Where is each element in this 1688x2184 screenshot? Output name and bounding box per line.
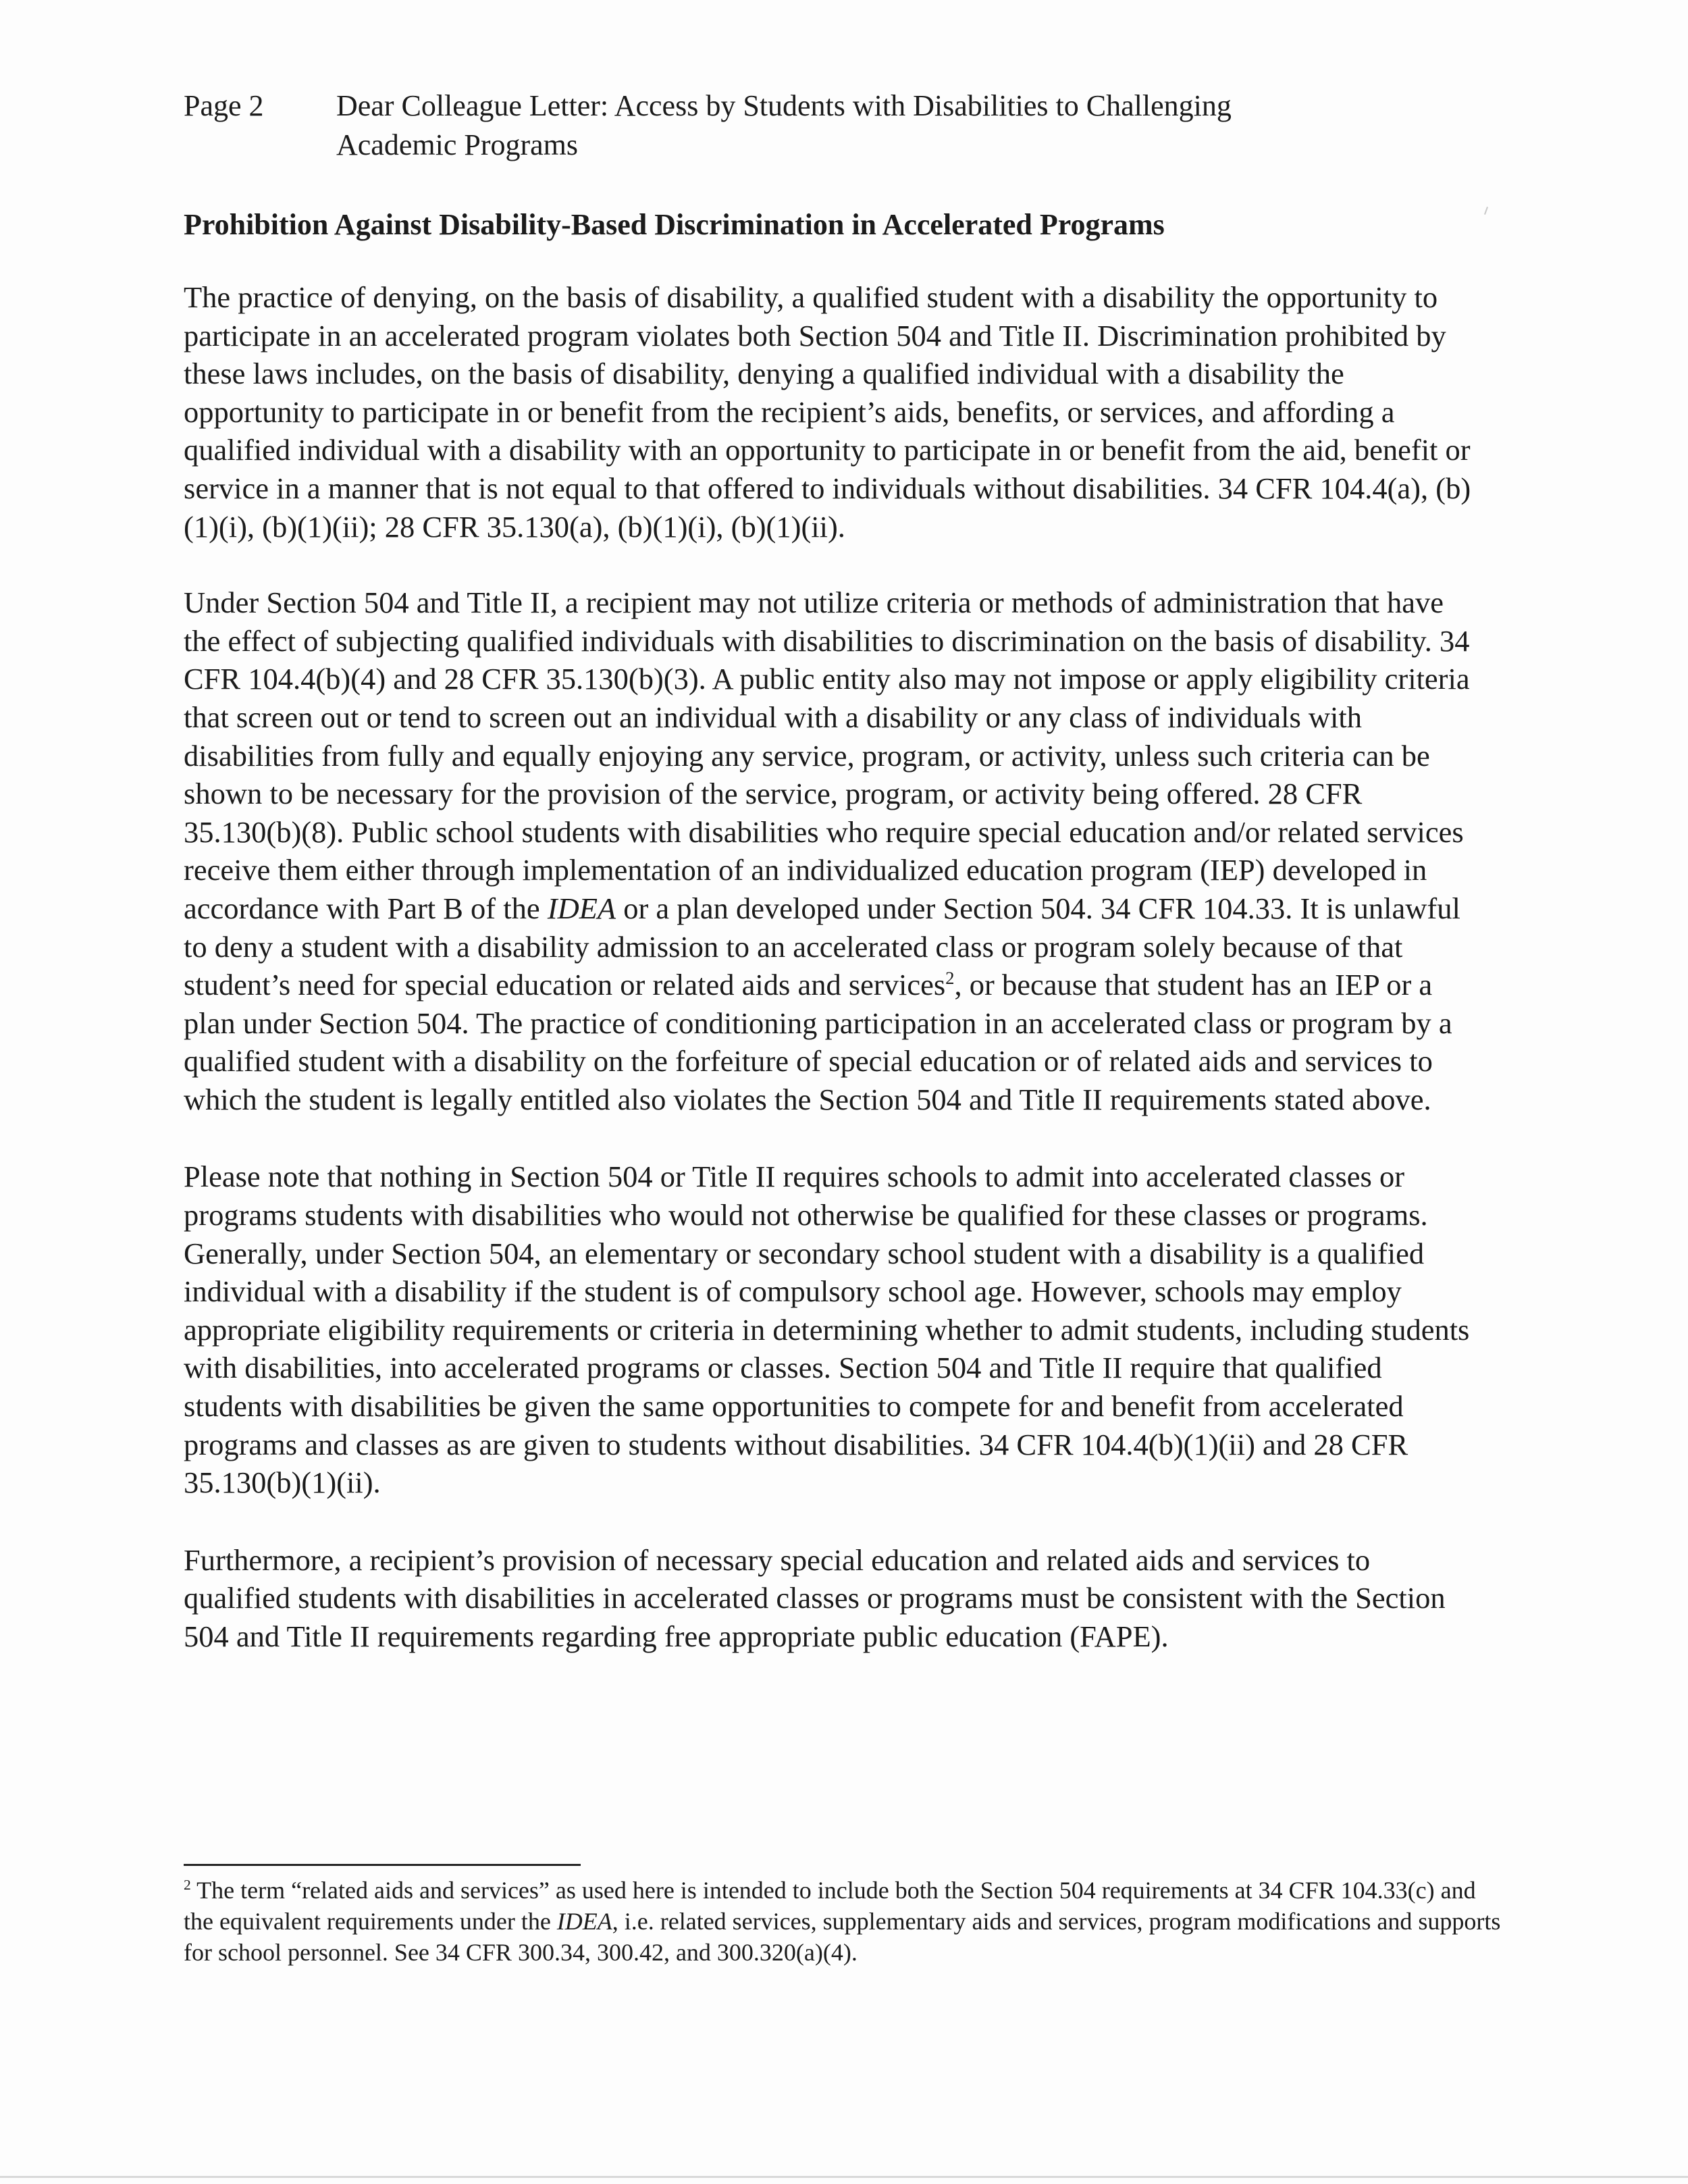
paragraph-3: Please note that nothing in Section 504 or Title II requires schools to admit into accelerated classes or programs students with disabilities who would not otherwise be qualified for these classes or programs. Generally, under Section 504, an elementary or secondary school student with a disability is a qualified individual with a disability if the student is of compulsory school age. However, schools may employ appropriate eligibility requirements or criteria in determining whether to admit students, including students with disabilities, into accelerated programs or classes. Section 504 and Title II require that qualified students with disabilities be given the same opportunities to compete for and benefit from accelerated programs and classes as are given to students without disabilities. 34 CFR 104.4(b)(1)(ii) and 28 CFR 35.130(b)(1)(ii). xyxy=(184,1160,1470,1500)
paragraph-1: The practice of denying, on the basis of disability, a qualified student with a disability the opportunity to participate in an accelerated program violates both Section 504 and Title II. Discrimination prohibited by these laws includes, on the basis of disability, denying a qualified individual with a disability the opportunity to participate in or benefit from the recipient’s aids, benefits, or services, and affording a qualified individual with a disability with an opportunity to participate in or benefit from the aid, benefit or service in a manner that is not equal to that offered to individuals without disabilities. 34 CFR 104.4(a), (b)(1)(i), (b)(1)(ii); 28 CFR 35.130(a), (b)(1)(i), (b)(1)(ii). xyxy=(184,280,1471,544)
letter-title-line-2: Academic Programs xyxy=(336,128,578,161)
footnote-text-b: , i.e. related services, supplementary aids and services, program modifications and supports for school personnel. See 34 CFR 300.34, 300.42, and 300.320(a)(4). xyxy=(184,1908,1501,1966)
scan-edge-line xyxy=(0,2176,1688,2178)
letter-title xyxy=(336,86,1444,165)
paragraph-2 xyxy=(184,583,1480,1118)
footnote-divider xyxy=(184,1864,581,1866)
paragraph-2-part-b: or a plan developed under Section 504. 34 CFR 104.33. It is unlawful to deny a student with a disability admission to an accelerated class or program solely because of that student’s need for special education or related aids and services xyxy=(184,891,1460,1002)
footnote-reference: 2 xyxy=(945,968,955,989)
footnote-marker: 2 xyxy=(184,1877,191,1893)
paragraph-2-part-c: , or because that student has an IEP or a plan under Section 504. The practice of conditioning participation in an accelerated class or program by a qualified student with a disability on the forfeiture of special education or of related aids and services to which the student is legally entitled also violates the Section 504 and Title II requirements stated above. xyxy=(184,968,1452,1116)
footnote-text-a: The term “related aids and services” as used here is intended to include both the Section 504 requirements at 34 CFR 104.33(c) and the equivalent requirements under the xyxy=(184,1877,1476,1935)
idea-reference: IDEA xyxy=(547,891,616,925)
section-heading: Prohibition Against Disability-Based Discrimination in Accelerated Programs xyxy=(184,208,1165,241)
paragraph-4: Furthermore, a recipient’s provision of necessary special education and related aids and services to qualified students with disabilities in accelerated classes or programs must be consistent with the Section 504 and Title II requirements regarding free appropriate public education (FAPE). xyxy=(184,1542,1446,1653)
footnote xyxy=(184,1875,1507,1968)
footnote-idea-reference: IDEA xyxy=(556,1908,612,1935)
letter-body xyxy=(184,278,1480,1694)
letter-title-line-1: Dear Colleague Letter: Access by Students with Disabilities to Challenging xyxy=(336,89,1232,122)
page-number: Page 2 xyxy=(184,89,264,122)
paragraph-2-part-a: Under Section 504 and Title II, a recipient may not utilize criteria or methods of administration that have the effect of subjecting qualified individuals with disabilities to discrimination on the basis of disability. 34 CFR 104.4(b)(4) and 28 CFR 35.130(b)(3). A public entity also may not impose or apply eligibility criteria that screen out or tend to screen out an individual with a disability or any class of individuals with disabilities from fully and equally enjoying any service, program, or activity, unless such criteria can be shown to be necessary for the provision of the service, program, or activity being offered. 28 CFR 35.130(b)(8). Public school students with disabilities who require special education and/or related services receive them either through implementation of an individualized education program (IEP) developed in accordance with Part B of the xyxy=(184,586,1470,925)
